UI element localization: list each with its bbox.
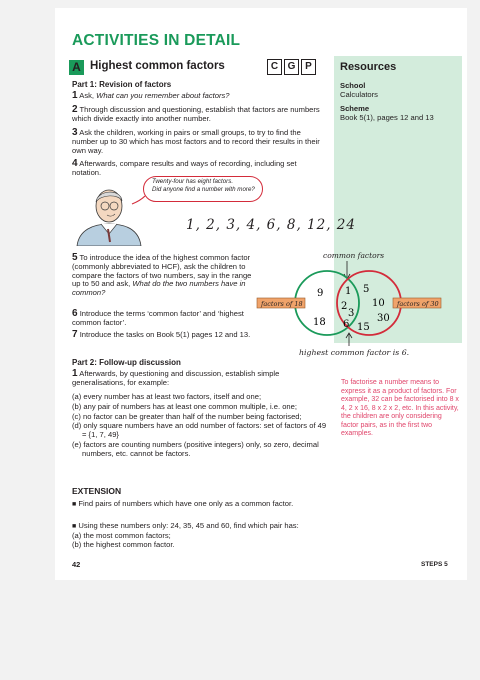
part2-item: (c) no factor can be greater than half of the number being factorised; [72,411,302,421]
part1-paragraph-7: 7 Introduce the tasks on Book 5(1) pages 12 and 13. [72,329,251,340]
cgp-box-g: G [284,59,299,75]
resources-scheme-label: Scheme [340,104,370,113]
venn-middle-number: 3 [348,308,355,319]
venn-common-label: common factors [323,251,385,260]
venn-middle-number: 2 [341,301,348,312]
section-heading: Highest common factors [90,60,225,72]
cgp-box-c: C [267,59,282,75]
bullet-icon: ■ [72,501,77,508]
page-title: ACTIVITIES IN DETAIL [72,32,241,49]
speech-bubble: Twenty-four has eight factors. Did anyone find a number with more? [143,176,263,202]
part2-item: (a) every number has at least two factors, itself and one; [72,392,262,401]
page-number: 42 [72,560,81,569]
venn-right-number: 30 [377,313,390,324]
resources-title: Resources [340,61,397,73]
resources-school-label: School [340,81,366,90]
speech-bubble-tail [131,194,147,206]
venn-left-label: factors of 18 [261,300,303,308]
part1-paragraph-2: 2 Through discussion and questioning, establish that factors are numbers which divide exactly into another number. [72,104,320,123]
extension-heading: EXTENSION [72,486,122,496]
venn-bottom-label: highest common factor is 6. [299,348,410,357]
part2-item-list [72,393,327,459]
part2-heading: Part 2: Follow-up discussion [72,358,181,367]
venn-left-number: 18 [313,317,326,328]
part2-item: (b) any pair of numbers has at least one common multiple, i.e. one; [72,401,297,411]
part2-paragraph-1: 1 Afterwards, by questioning and discussion, establish simple generalisations, for example: [72,368,280,387]
part1-paragraph-5: 5 To introduce the idea of the highest common factor (commonly abbreviated to HCF), ask the children to compare the factors of two numbers, say in the range up to 50 and ask, What do the two numbers have in common? [72,252,252,298]
cgp-box-p: P [301,59,316,75]
factor-list: 1, 2, 3, 4, 6, 8, 12, 24 [186,217,356,233]
book-page [55,8,467,580]
resources-school-text: Calculators [340,90,378,99]
extension-subitem: (b) the highest common factor. [72,539,175,549]
part1-paragraph-6: 6 Introduce the terms ‘common factor’ and ‘highest common factor’. [72,308,244,327]
book-title: STEPS 5 [421,561,448,568]
venn-right-number: 15 [357,322,370,333]
extension-bullet-2: ■ Using these numbers only: 24, 35, 45 and 60, find which pair has: (a) the most common factors; (b) the highest common factor. [72,522,327,549]
venn-diagram [251,250,467,362]
part1-paragraph-1: 1 Ask, What can you remember about factors? [72,90,230,101]
part1-paragraph-4: 4 Afterwards, compare results and ways of recording, including set notation. [72,158,297,177]
part1-heading: Part 1: Revision of factors [72,80,172,89]
venn-left-number: 9 [317,288,324,299]
resources-scheme-text: Book 5(1), pages 12 and 13 [340,113,434,122]
bullet-icon: ■ [72,523,77,530]
extension-subitem: (a) the most common factors; [72,530,171,540]
part2-item: (e) factors are counting numbers (positive integers) only, so zero, decimal numbers, etc. cannot be factors. [72,439,319,458]
part1-paragraph-3: 3 Ask the children, working in pairs or small groups, to try to find the number up to 30 which has most factors and to record their results in their own way. [72,127,320,155]
venn-middle-number: 1 [345,286,352,297]
extension-bullet-1: ■ Find pairs of numbers which have one only as a common factor. [72,499,294,508]
part2-item: (d) only square numbers have an odd number of factors: set of factors of 49 = {1, 7, 49} [72,421,327,440]
venn-right-number: 10 [372,298,385,309]
venn-right-label: factors of 30 [397,300,439,308]
venn-middle-number: 6 [343,319,350,330]
side-note: To factorise a number means to express it as a product of factors. For example, 32 can be factorised into 8 x 4, 2 x 16, 8 x 2 x 2, etc. In this activity, the children are only considering factor pairs, as in the first two examples. [341,379,459,437]
section-letter-badge: A [69,60,84,75]
venn-right-number: 5 [363,284,370,295]
